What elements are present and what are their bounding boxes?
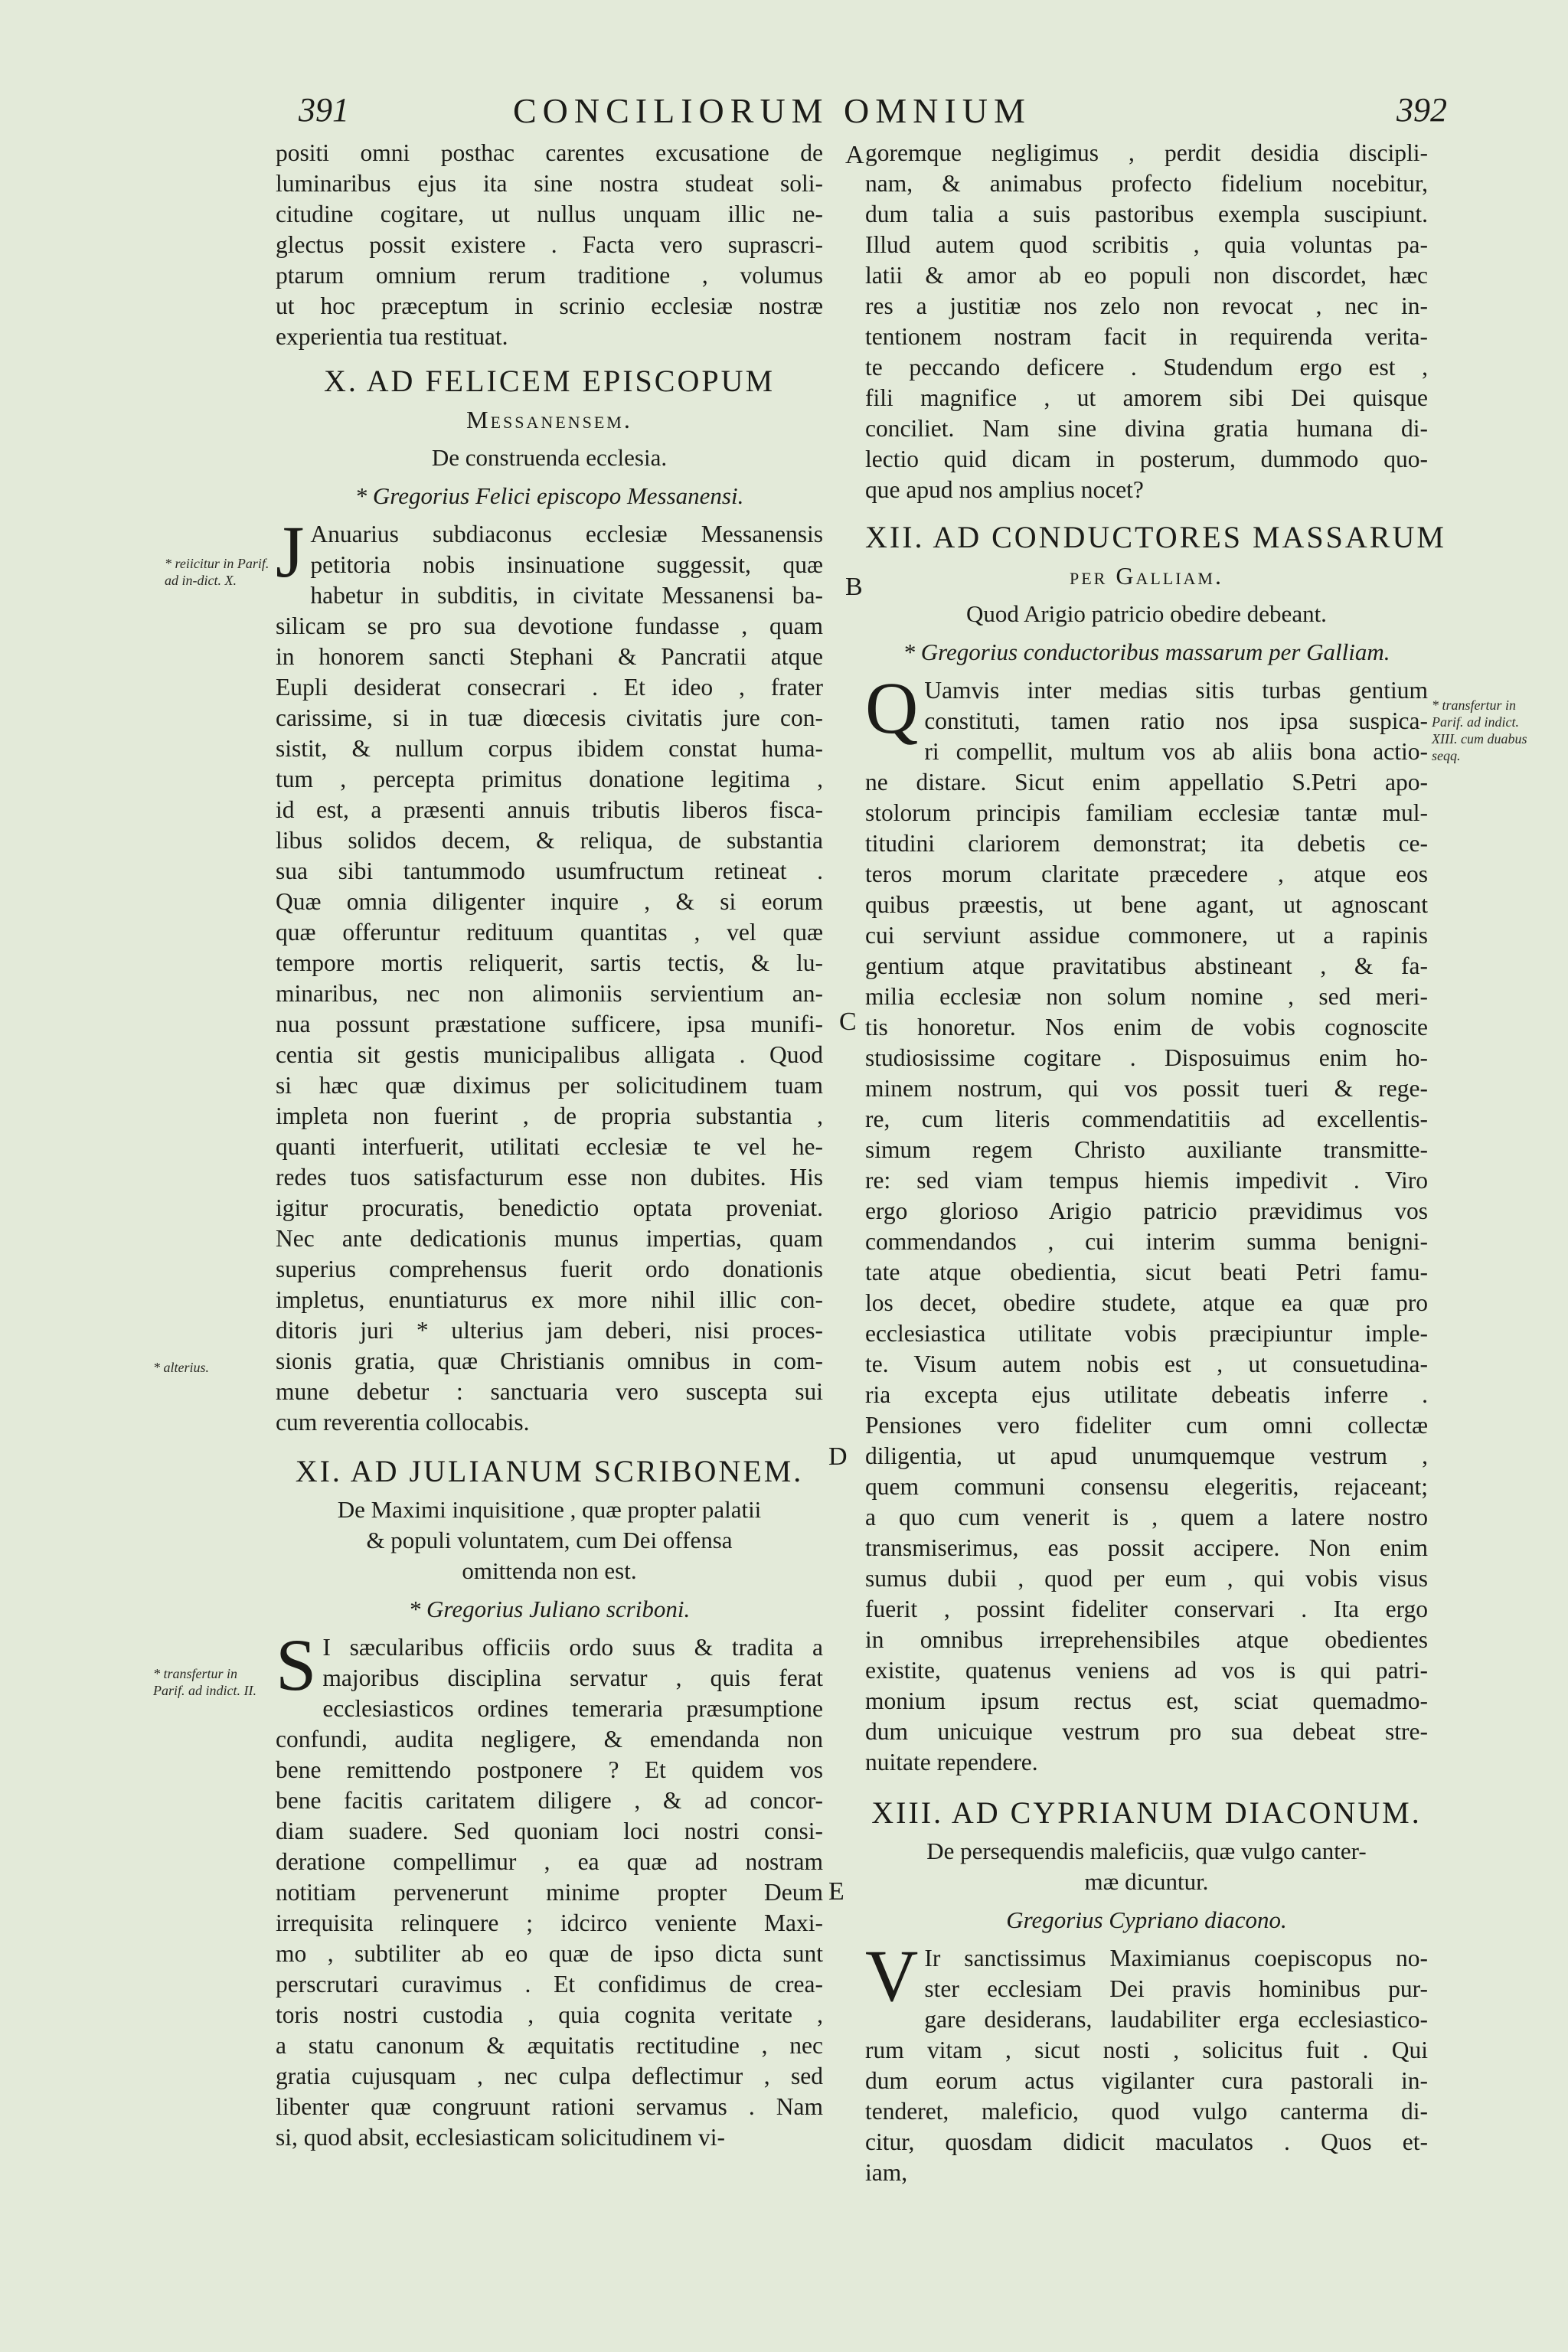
page-number-left: 391	[299, 91, 349, 129]
section-xi-salutation: * Gregorius Juliano scriboni.	[408, 1596, 691, 1622]
text-line: diam suadere. Sed quoniam loci nostri consi-	[276, 1818, 823, 1844]
caption-line: & populi voluntatem, cum Dei offensa	[366, 1527, 733, 1553]
left-intro-text	[276, 138, 823, 352]
text-line: teros morum claritate præcedere , atque eos	[865, 861, 1428, 887]
text-line: deratione compellimur , ea quæ ad nostram	[276, 1848, 823, 1875]
text-line: libus solidos decem, & reliqua, de substantia	[276, 827, 823, 854]
text-line: igitur procuratis, benedictio optata proveniat.	[276, 1194, 823, 1221]
running-head	[299, 90, 1447, 136]
text-line: milia ecclesiæ non solum nomine , sed meri-	[865, 983, 1428, 1010]
text-line: superius comprehensus fuerit ordo donationis	[276, 1256, 823, 1282]
section-xi-text	[276, 1624, 823, 2153]
text-line: experientia tua restituat.	[276, 323, 508, 350]
section-xii-caption: Quod Arigio patricio obedire debeant.	[966, 600, 1327, 627]
text-line: carissime, si in tuæ diœcesis civitatis jure con-	[276, 704, 823, 731]
text-line: nua possunt præstatione sufficere, ipsa munifi-	[276, 1011, 823, 1037]
text-line: perscrutari curavimus . Et confidimus de crea-	[276, 1971, 823, 1998]
text-line: Illud autem quod scribitis , quia voluntas pa-	[865, 231, 1428, 258]
text-line: res a justitiæ nos zelo non revocat , nec in-	[865, 292, 1428, 319]
text-line: que apud nos amplius nocet?	[865, 476, 1144, 503]
text-line: a quo cum venerit is , quem a latere nostro	[865, 1504, 1428, 1530]
section-x-caption: De construenda ecclesia.	[431, 444, 668, 471]
text-line: iam,	[865, 2159, 908, 2186]
text-line: citudine cogitare, ut nullus unquam illic ne-	[276, 201, 823, 227]
text-line: ecclesiasticos ordines temeraria præsumptione	[322, 1695, 823, 1722]
section-x-salutation: * Gregorius Felici episcopo Messanensi.	[354, 482, 744, 509]
text-line: tate atque obedientia, sicut beati Petri famu-	[865, 1259, 1428, 1285]
text-line: luminaribus ejus ita sine nostra studeat soli-	[276, 170, 823, 197]
text-line: mune debetur : sanctuaria vero suscepta sui	[276, 1378, 823, 1405]
text-line: latii & amor ab eo populi non discordet, hæc	[865, 262, 1428, 289]
text-line: dum eorum actus vigilanter cura pastorali in-	[865, 2067, 1428, 2094]
section-xii-body	[865, 667, 1428, 1778]
text-line: ut hoc præceptum in scrinio ecclesiæ nostræ	[276, 292, 823, 319]
text-line: quæ offeruntur redituum quantitas , vel quæ	[276, 919, 823, 946]
text-line: habetur in subditis, in civitate Messanensi ba-	[310, 582, 823, 609]
section-xi-heading: XI. AD JULIANUM SCRIBONEM.	[295, 1454, 804, 1488]
right-intro-text	[865, 138, 1428, 505]
text-line: constituti, tamen ratio nos ipsa suspica-	[924, 707, 1428, 734]
text-line: Nec ante dedicationis munus impertias, quam	[276, 1225, 823, 1252]
text-line: ne distare. Sicut enim appellatio S.Petri apo-	[865, 769, 1428, 795]
text-line: positi omni posthac carentes excusatione de	[276, 139, 823, 166]
text-line: sistit, & nullum corpus ibidem constat huma-	[276, 735, 823, 762]
text-line: I sæcularibus officiis ordo suus & tradita a	[322, 1634, 823, 1661]
text-line: ria excepta ejus utilitate debeatis inferre .	[865, 1381, 1428, 1408]
text-line: ditoris juri * ulterius jam deberi, nisi proces-	[276, 1317, 823, 1344]
text-line: id est, a præsenti annuis tributis liberos fisca-	[276, 796, 823, 823]
text-line: re: sed viam tempus hiemis impedivit . Viro	[865, 1167, 1428, 1194]
text-line: gentium atque pravitatibus abstineant , & fa-	[865, 952, 1428, 979]
text-line: bene facitis caritatem diligere , & ad concor-	[276, 1787, 823, 1814]
text-line: impleta non fuerint , de propria substantia ,	[276, 1102, 823, 1129]
text-line: bene remittendo postponere ? Et quidem vos	[276, 1756, 823, 1783]
margin-note-transfertur-xii: * transfertur in Parif. ad indict. XIII. cum duabus seqq.	[1432, 697, 1527, 763]
text-line: toris nostri custodia , quia cognita veritate ,	[276, 2001, 823, 2028]
text-line: sumus dubii , quod per eum , qui vobis visus	[865, 1565, 1428, 1592]
caption-line: De Maximi inquisitione , quæ propter palatii	[337, 1496, 762, 1523]
section-xii-salutation: * Gregorius conductoribus massarum per Galliam.	[903, 639, 1390, 665]
right-column	[865, 138, 1446, 2188]
text-line: glectus possit existere . Facta vero suprascri-	[276, 231, 823, 258]
text-line: nam, & animabus profecto fidelium nocebitur,	[865, 170, 1428, 197]
text-line: tentionem nostram facit in requirenda verita-	[865, 323, 1428, 350]
text-line: gratia cujusquam , nec culpa deflectimur , sed	[276, 2063, 823, 2089]
section-xi-body	[276, 1624, 823, 2153]
text-line: majoribus disciplina servatur , quis ferat	[322, 1664, 823, 1691]
text-line: nuitate rependere.	[865, 1749, 1038, 1775]
section-xii-text	[865, 667, 1428, 1778]
text-line: irrequisita relinquere ; idcirco veniente Maxi-	[276, 1909, 823, 1936]
text-line: confundi, audita negligere, & emendanda non	[276, 1726, 823, 1753]
text-line: tenderet, maleficio, quod vulgo canterma di-	[865, 2098, 1428, 2125]
text-line: ptarum omnium rerum traditione , volumus	[276, 262, 823, 289]
text-line: titudini clariorem demonstrat; ita debetis ce-	[865, 830, 1428, 857]
margin-letter-a: A	[845, 141, 864, 169]
text-line: quibus præestis, ut bene agant, ut agnoscant	[865, 891, 1428, 918]
text-line: Quæ omnia diligenter inquire , & si eorum	[276, 888, 823, 915]
text-line: in honorem sancti Stephani & Pancratii atque	[276, 643, 823, 670]
margin-note-alterius: * alterius.	[153, 1360, 210, 1375]
text-line: impletus, enuntiaturus ex more nihil illic con-	[276, 1286, 823, 1313]
margin-letter-b: B	[845, 573, 863, 601]
text-line: ri compellit, multum vos ab aliis bona actio-	[924, 738, 1428, 765]
text-line: Ir sanctissimus Maximianus coepiscopus no-	[924, 1945, 1428, 1971]
text-line: dum unicuique vestrum pro sua debeat stre-	[865, 1718, 1428, 1745]
section-x-body	[276, 511, 823, 1438]
text-line: minaribus, nec non alimoniis servientium an-	[276, 980, 823, 1007]
text-line: conciliet. Nam sine divina gratia humana di-	[865, 415, 1428, 442]
text-line: te peccando deficere . Studendum ergo est ,	[865, 354, 1428, 381]
text-line: notitiam pervenerunt minime propter Deum	[276, 1879, 823, 1906]
section-xii-dropcap: Q	[865, 667, 919, 749]
text-line: minem nostrum, qui vos possit tueri & rege-	[865, 1075, 1428, 1102]
text-line: ster ecclesiam Dei pravis hominibus pur-	[924, 1975, 1428, 2002]
text-line: cum reverentia collocabis.	[276, 1409, 530, 1436]
section-xii-heading: XII. AD CONDUCTORES MASSARUM	[865, 520, 1446, 554]
text-line: existite, quatenus veniens ad vos is qui patri-	[865, 1657, 1428, 1684]
section-xiii-heading: XIII. AD CYPRIANUM DIACONUM.	[871, 1795, 1422, 1830]
text-line: commendandos , cui interim summa benigni-	[865, 1228, 1428, 1255]
text-line: citur, quosdam didicit maculatos . Quos et-	[865, 2128, 1428, 2155]
section-xiii-dropcap: V	[865, 1935, 919, 2017]
text-line: los decet, obedire studete, atque ea quæ pro	[865, 1289, 1428, 1316]
text-line: re, cum literis commendatitiis ad excellentis-	[865, 1106, 1428, 1132]
text-line: ecclesiastica utilitate vobis præcipiuntur imple-	[865, 1320, 1428, 1347]
text-line: fuerit , possint fideliter conservari . Ita ergo	[865, 1596, 1428, 1622]
section-x-subheading: Messanensem.	[466, 406, 632, 433]
text-line: mo , subtiliter ab eo quæ de ipso dicta sunt	[276, 1940, 823, 1967]
text-line: si hæc quæ diximus per solicitudinem tuam	[276, 1072, 823, 1099]
text-line: studiosissime cogitare . Disposuimus enim ho-	[865, 1044, 1428, 1071]
text-line: tum , percepta primitus donatione legitima ,	[276, 766, 823, 792]
caption-line: mæ dicuntur.	[1084, 1868, 1209, 1895]
text-line: sua sibi tantummodo usumfructum retineat .	[276, 858, 823, 884]
text-line: tis honoretur. Nos enim de vobis cognoscite	[865, 1014, 1428, 1040]
text-line: Pensiones vero fideliter cum omni collectæ	[865, 1412, 1428, 1439]
text-line: dum talia a suis pastoribus exempla suscipiunt.	[865, 201, 1428, 227]
margin-letter-c: C	[839, 1008, 857, 1036]
section-xi-dropcap: S	[276, 1624, 317, 1706]
text-line: Anuarius subdiaconus ecclesiæ Messanensis	[310, 521, 823, 547]
text-line: a statu canonum & æquitatis rectitudine , nec	[276, 2032, 823, 2059]
section-xiii-caption	[865, 1836, 1428, 1897]
text-line: fili magnifice , ut amorem sibi Dei quisque	[865, 384, 1428, 411]
text-line: Uamvis inter medias sitis turbas gentium	[924, 677, 1428, 704]
text-line: in omnibus irreprehensibiles atque obedientes	[865, 1626, 1428, 1653]
text-line: rum vitam , sicut nosti , solicitus fuit . Qui	[865, 2037, 1428, 2063]
text-line: centia sit gestis municipalibus alligata . Quod	[276, 1041, 823, 1068]
text-line: gare desiderans, laudabiliter erga ecclesiastico-	[924, 2006, 1428, 2033]
running-title: CONCILIORUM OMNIUM	[513, 91, 1031, 130]
margin-note-reicitur: * reiicitur in Parif. ad in-dict. X.	[165, 556, 270, 588]
margin-note-transfertur-xi: * transfertur in Parif. ad indict. II.	[153, 1666, 256, 1698]
text-line: simum regem Christo auxiliante transmitte-	[865, 1136, 1428, 1163]
text-line: redes tuos satisfacturum esse non dubites. His	[276, 1164, 823, 1191]
left-column	[276, 138, 823, 2153]
text-line: quanti interfuerit, utilitati ecclesiæ te vel he-	[276, 1133, 823, 1160]
text-line: sionis gratia, quæ Christianis omnibus in com-	[276, 1348, 823, 1374]
section-xii-subheading: per Galliam.	[1070, 562, 1223, 590]
text-line: goremque negligimus , perdit desidia discipli-	[865, 139, 1428, 166]
section-xiii-body	[865, 1935, 1428, 2188]
text-line: monium ipsum rectus est, sciat quemadmo-	[865, 1687, 1428, 1714]
text-line: silicam se pro sua devotione fundasse , quam	[276, 612, 823, 639]
section-xiii-salutation: Gregorius Cypriano diacono.	[1006, 1906, 1287, 1933]
margin-letter-d: D	[828, 1442, 848, 1471]
section-x-heading: X. AD FELICEM EPISCOPUM	[323, 364, 776, 398]
text-line: Eupli desiderat consecrari . Et ideo , frater	[276, 674, 823, 701]
text-line: te. Visum autem nobis est , ut consuetudina-	[865, 1351, 1428, 1377]
text-line: diligentia, ut apud unumquemque vestrum ,	[865, 1442, 1428, 1469]
caption-line: omittenda non est.	[462, 1557, 637, 1584]
page-number-right: 392	[1396, 91, 1447, 129]
text-line: lectio quid dicam in posterum, dummodo quo-	[865, 446, 1428, 472]
section-x-dropcap: J	[276, 511, 305, 593]
text-line: transmiserimus, eas possit accipere. Non enim	[865, 1534, 1428, 1561]
text-line: ergo glorioso Arigio patricio prævidimus vos	[865, 1197, 1428, 1224]
text-line: libenter quæ congruunt rationi servamus . Nam	[276, 2093, 823, 2120]
text-line: quem communi consensu elegeritis, rejaceant;	[865, 1473, 1428, 1500]
section-xi-caption	[276, 1494, 823, 1586]
text-line: petitoria nobis insinuatione suggessit, quæ	[310, 551, 823, 578]
text-line: tempore mortis reliquerit, sartis tectis, & lu-	[276, 949, 823, 976]
caption-line: De persequendis maleficiis, quæ vulgo canter-	[926, 1838, 1367, 1864]
text-line: stolorum principis familiam ecclesiæ tantæ mul-	[865, 799, 1428, 826]
margin-letter-e: E	[828, 1877, 844, 1906]
section-x-text	[276, 511, 823, 1438]
text-line: cui serviunt assidue commonere, ut a rapinis	[865, 922, 1428, 949]
section-xiii-text	[865, 1935, 1428, 2188]
text-line: si, quod absit, ecclesiasticam solicitudinem vi-	[276, 2124, 725, 2151]
